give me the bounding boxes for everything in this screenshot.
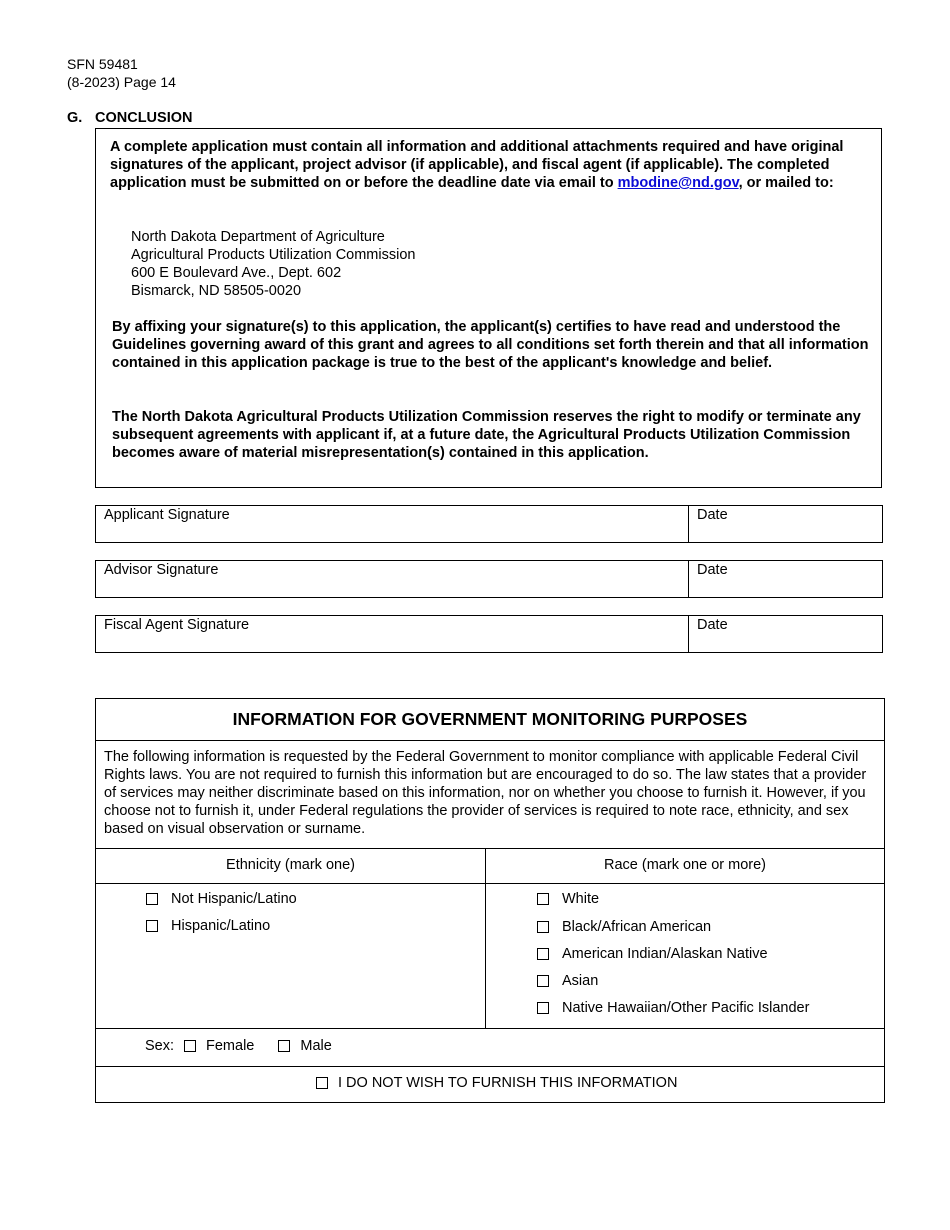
race-pacific-islander-option[interactable]: [537, 1000, 809, 1016]
applicant-date-field[interactable]: [688, 506, 882, 542]
date-label: Date: [697, 617, 728, 633]
race-header: Race (mark one or more): [485, 849, 884, 883]
race-white-option[interactable]: [537, 891, 599, 907]
fiscal-agent-signature-field[interactable]: Fiscal Agent Signature: [104, 617, 250, 633]
ethnicity-header: Ethnicity (mark one): [226, 857, 355, 873]
option-label: American Indian/Alaskan Native: [562, 946, 768, 962]
form-revision-page: (8-2023) Page 14: [67, 74, 176, 90]
option-label: Not Hispanic/Latino: [171, 891, 297, 907]
date-label: Date: [697, 507, 728, 523]
option-label: White: [562, 891, 600, 907]
checkbox[interactable]: [537, 975, 549, 987]
address-line: Bismarck, ND 58505-0020: [131, 283, 302, 299]
decline-row: [96, 1067, 884, 1103]
submission-instructions: [110, 138, 880, 192]
address-line: Agricultural Products Utilization Commission: [131, 247, 416, 263]
monitoring-title: INFORMATION FOR GOVERNMENT MONITORING PURPOSES: [96, 699, 884, 741]
race-american-indian-option[interactable]: [537, 946, 768, 962]
reservation-paragraph: The North Dakota Agricultural Products Utilization Commission reserves the right to modify or terminate any subsequent agreements with applicant if, at a future date, the Agricultural Products Utilization Commission becomes aware of material misrepresentation(s) contained in this application.: [112, 409, 861, 461]
race-asian-option[interactable]: [537, 973, 598, 989]
applicant-signature-row: [95, 505, 883, 543]
option-label: Hispanic/Latino: [171, 918, 271, 934]
option-label: Native Hawaiian/Other Pacific Islander: [562, 1000, 810, 1016]
address-line: 600 E Boulevard Ave., Dept. 602: [131, 265, 342, 281]
fiscal-agent-date-field[interactable]: [688, 616, 882, 652]
submission-text-end: , or mailed to:: [738, 175, 834, 191]
race-black-option[interactable]: [537, 919, 711, 935]
checkbox[interactable]: [537, 893, 549, 905]
ethnicity-not-hispanic-option[interactable]: [146, 891, 297, 907]
address-line: North Dakota Department of Agriculture: [131, 229, 385, 245]
checkbox[interactable]: [537, 1002, 549, 1014]
conclusion-box: [95, 128, 882, 488]
sex-label: Sex:: [145, 1038, 175, 1054]
form-identifier: [67, 55, 176, 91]
checkbox[interactable]: [537, 921, 549, 933]
monitoring-table: [95, 698, 885, 1103]
sex-row: [96, 1029, 884, 1067]
column-divider: [485, 883, 486, 1028]
email-link[interactable]: mbodine@nd.gov: [617, 175, 739, 191]
section-title: CONCLUSION: [95, 110, 193, 126]
advisor-signature-row: [95, 560, 883, 598]
options-area: [96, 883, 884, 1029]
checkbox[interactable]: [146, 893, 158, 905]
sex-male-checkbox[interactable]: [278, 1040, 290, 1052]
option-label: Black/African American: [562, 919, 712, 935]
option-label: Asian: [562, 973, 599, 989]
sex-female-checkbox[interactable]: [184, 1040, 196, 1052]
decline-checkbox[interactable]: [316, 1077, 328, 1089]
section-heading: [67, 110, 192, 126]
date-label: Date: [697, 562, 728, 578]
mailing-address: [131, 228, 415, 300]
decline-option[interactable]: [316, 1075, 677, 1091]
monitoring-intro: The following information is requested by the Federal Government to monitor compliance with applicable Federal Civil Rights laws. You are not required to furnish this information but are encouraged to do so. The law states that a provider of services may neither discriminate based on this information, nor on whether you choose to furnish it. However, if you choose not to furnish it, under Federal regulations the provider of services is required to note race, ethnicity, and sex based on visual observation or surname.: [104, 749, 867, 837]
sex-male-label: Male: [300, 1038, 332, 1054]
advisor-date-field[interactable]: [688, 561, 882, 597]
certification-paragraph: By affixing your signature(s) to this application, the applicant(s) certifies to have read and understood the Guidelines governing award of this grant and agrees to all conditions set forth therein and that all information contained in this application package is true to the best of the applicant's knowledge and belief.: [112, 319, 869, 371]
column-header-row: [96, 848, 884, 884]
applicant-signature-field[interactable]: Applicant Signature: [104, 507, 230, 523]
advisor-signature-field[interactable]: Advisor Signature: [104, 562, 219, 578]
decline-label: I DO NOT WISH TO FURNISH THIS INFORMATION: [338, 1075, 678, 1091]
submission-text: A complete application must contain all information and additional attachments required and have original signatures of the applicant, project advisor (if applicable), and fiscal agent (if applicable). The completed application must be submitted on or before the deadline date via email to: [110, 139, 844, 191]
form-number: SFN 59481: [67, 56, 138, 72]
fiscal-agent-signature-row: [95, 615, 883, 653]
ethnicity-hispanic-option[interactable]: [146, 918, 270, 934]
section-letter: G.: [67, 110, 83, 126]
sex-female-label: Female: [206, 1038, 255, 1054]
checkbox[interactable]: [146, 920, 158, 932]
checkbox[interactable]: [537, 948, 549, 960]
